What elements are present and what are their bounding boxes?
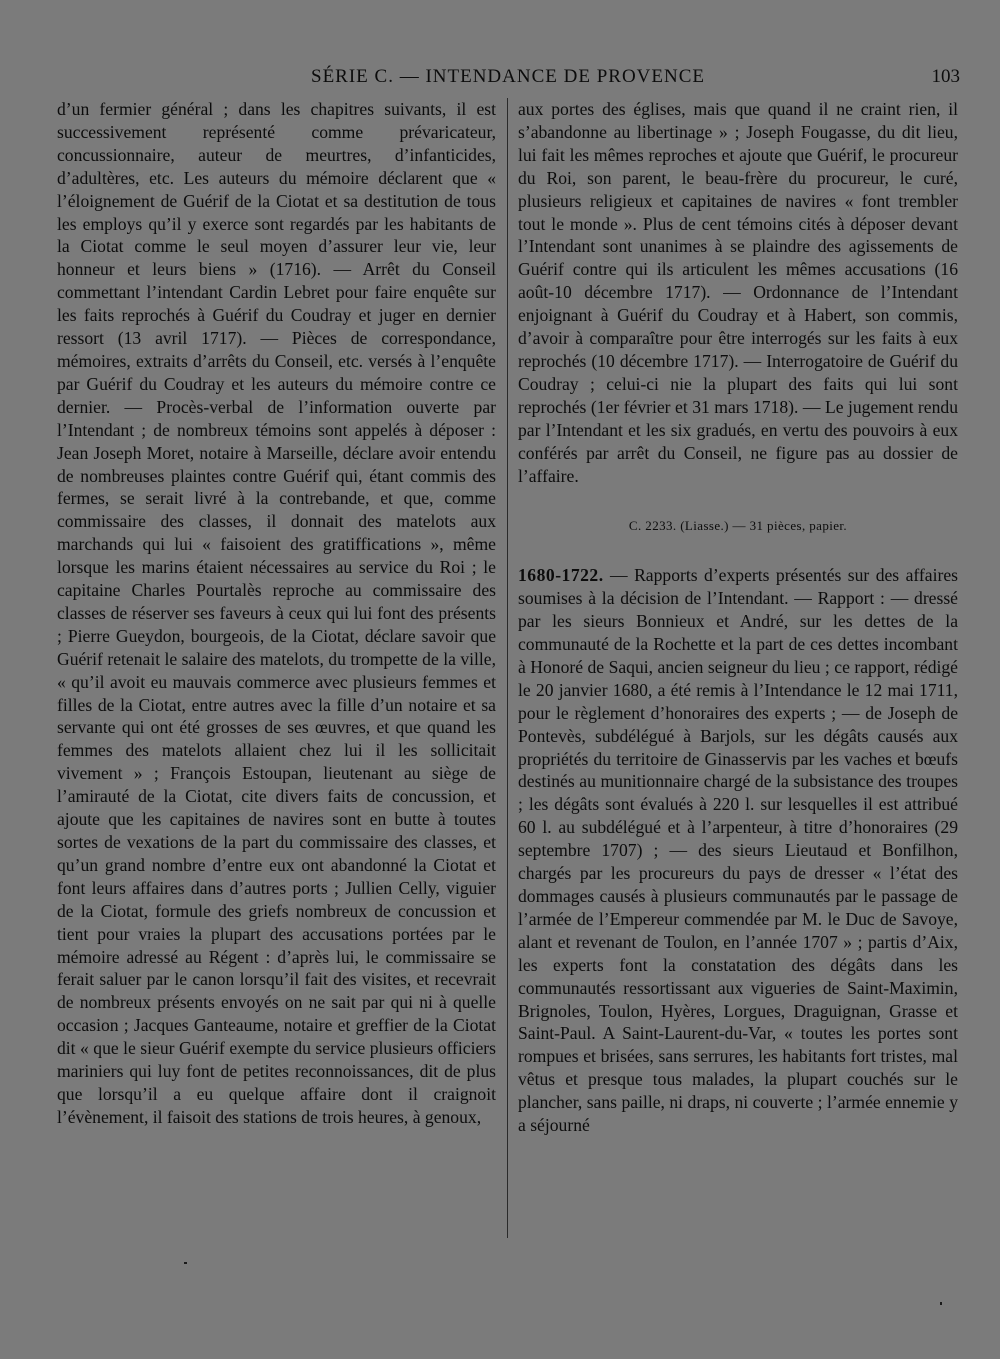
running-title: SÉRIE C. — INTENDANCE DE PROVENCE bbox=[311, 66, 705, 87]
right-column bbox=[518, 98, 958, 1137]
entry-date: 1680-1722. bbox=[518, 565, 604, 586]
left-column-text: d’un fermier général ; dans les chapitres suivants, il est successivement représenté comme prévaricateur, concussionnaire, auteur de meurtres, d’infanticides, d’adultères, etc. Les auteurs du mémoire déclarent que « l’éloignement de Guérif de la Ciotat et sa destitution de tous les employs qu’il y exerce sont regardés par les habitants de la Ciotat comme le seul moyen d’assurer leur vie, leur honneur et leurs biens » (1716). — Arrêt du Conseil commettant l’intendant Cardin Lebret pour faire enquête sur les faits reprochés à Guérif du Coudray et juger en dernier ressort (13 avril 1717). — Pièces de correspondance, mémoires, extraits d’arrêts du Conseil, etc. versés à l’enquête par Guérif du Coudray et les auteurs du mémoire contre ce dernier. — Procès-verbal de l’information ouverte par l’Intendant ; de nombreux témoins sont appelés à déposer : Jean Joseph Moret, notaire à Marseille, déclare avoir entendu de nombreuses plaintes contre Guérif qui, étant commis des fermes, se serait livré à la contrebande, et que, comme commissaire des classes, il donnait des matelots aux marchands qui lui « faisoient des gratiffications », même lorsque les marins étaient nécessaires au service du Roi ; le capitaine Charles Pourtalès reproche au commissaire des classes de réserver ses faveurs à ceux qui lui font des présents ; Pierre Gueydon, bourgeois, de la Ciotat, déclare savoir que Guérif retenait le salaire des matelots, du trompette de la ville, « qu’il avoit eu mauvais commerce avec plusieurs femmes et filles de la Ciotat, entre autres avec la fille d’un notaire et sa servante qui ont été grosses de ses œuvres, et que quand les femmes des matelots allaient chez lui il les sollicitait vivement » ; François Estoupan, lieutenant au siège de l’amirauté de la Ciotat, cite divers faits de concussion, et ajoute que les capitaines de navires sont en butte à toutes sortes de vexations de la part du commissaire des classes, et qu’un grand nombre d’entre eux ont abandonné la Ciotat et font leurs affaires dans d’autres ports ; Jullien Celly, viguier de la Ciotat, formule des griefs nombreux de concussion et tient pour vraies la plupart des accusations portées par le mémoire adressé au Régent : d’après lui, le commissaire se ferait saluer par le canon lorsqu’il fait des visites, et recevrait de nombreux présents envoyés on ne sait par qui ni à quelle occasion ; Jacques Ganteaume, notaire et greffier de la Ciotat dit « que le sieur Guérif exempte du service plusieurs officiers mariniers qui luy font de petites reconnoissances, dit de plus que lorsqu’il a eu quelque affaire dont il craignoit l’évènement, il faisoit des stations de trois heures, à genoux, bbox=[57, 99, 496, 1127]
column-divider bbox=[507, 98, 508, 1238]
entry-text: — Rapports d’experts présentés sur des affaires soumises à la décision de l’Intendant. — Rapport : — dressé par les sieurs Bonnieux et André, sur les dettes de la communauté de la Rochette et la part de ces dettes incombant à Honoré de Saqui, ancien seigneur du lieu ; ce rapport, rédigé le 20 janvier 1680, a été remis à l’Intendance le 12 mai 1711, pour le règlement d’honoraires des experts ; — de Joseph de Pontevès, subdélégué à Barjols, sur les dégâts causés aux propriétés du territoire de Ginasservis par les vaches et bœufs destinés au munitionnaire chargé de la subsistance des troupes ; les dégâts sont évalués à 220 l. sur lesquelles il est attribué 60 l. au subdélégué et à l’arpenteur, à titre d’honoraires (29 septembre 1707) ; — des sieurs Lieutaud et Bonfilhon, chargés par les procureurs du pays de dresser « l’état des dommages causés à plusieurs communautés par le passage de l’armée de l’Empereur commendée par M. le Duc de Savoye, alant et revenant de Toulon, en l’année 1707 » ; partis d’Aix, les experts font la constatation des dégâts dans les communautés ressortissant aux vigueries de Saint-Maximin, Brignoles, Toulon, Hyères, Lorgues, Draguignan, Grasse et Saint-Paul. A Saint-Laurent-du-Var, « toutes les portes sont rompues et brisées, sans serrures, les habitants fort tristes, mal vêtus et presque tous malades, la plupart couchés sur le plancher, sans paille, ni draps, ni couverte ; l’armée ennemie y a séjourné bbox=[518, 565, 958, 1136]
entry-paragraph bbox=[518, 564, 958, 1137]
page-number: 103 bbox=[931, 66, 960, 87]
archive-reference: C. 2233. (Liasse.) — 31 pièces, papier. bbox=[628, 518, 848, 534]
left-column bbox=[57, 98, 496, 1129]
continued-paragraph: aux portes des églises, mais que quand il ne craint rien, il s’abandonne au libertinage » ; Joseph Fougasse, du dit lieu, lui fait les mêmes reproches et ajoute que Guérif, le procureur du Roi, son parent, le beau-frère du procureur, le curé, plusieurs religieux et capitaines de navires « font trembler tout le monde ». Plus de cent témoins cités à déposer devant l’Intendant sont unanimes à se plaindre des agissements de Guérif contre qui ils articulent les mêmes accusations (16 août-10 décembre 1717). — Ordonnance de l’Intendant enjoignant à Guérif du Coudray et à Habert, son commis, d’avoir à comparaître pour être interrogés sur les faits à eux reprochés (10 décembre 1717). — Interrogatoire de Guérif du Coudray ; celui-ci nie la plupart des faits qui lui sont reprochés (1er février et 31 mars 1718). — Le jugement rendu par l’Intendant et les six gradués, en vertu des pouvoirs à eux conférés par arrêt du Conseil, ne figure pas au dossier de l’affaire. bbox=[518, 99, 958, 486]
scan-speck bbox=[184, 1262, 187, 1264]
scan-speck bbox=[940, 1302, 942, 1305]
running-head bbox=[56, 66, 960, 94]
